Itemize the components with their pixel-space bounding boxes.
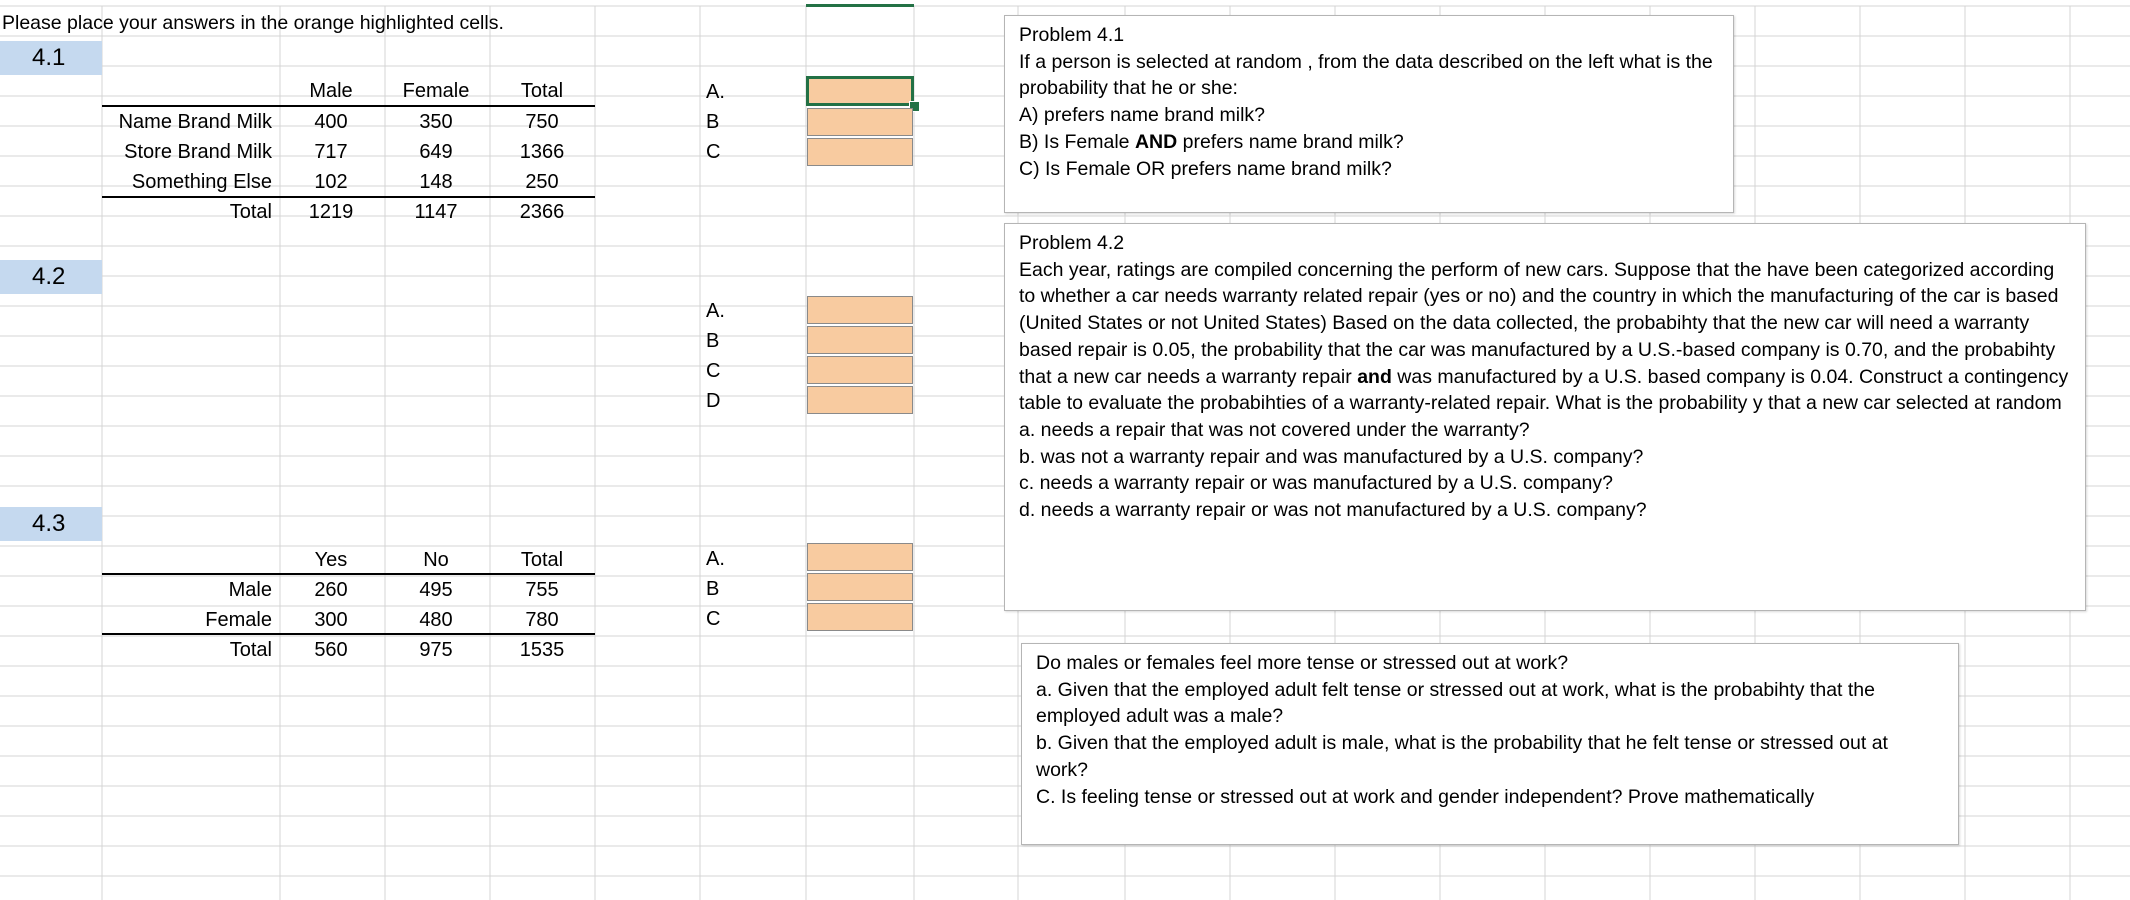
problem-4-3-question-b: b. Given that the employed adult is male, what is the probability that he felt tense or stressed out at work? — [1036, 732, 1888, 781]
cell-value[interactable]: 300 — [314, 609, 348, 631]
cell-value[interactable]: 400 — [314, 111, 348, 133]
problem-4-1-question-a: A) prefers name brand milk? — [1019, 104, 1266, 127]
row-label-male[interactable]: Male — [228, 579, 272, 601]
answer-label-4-1-c: C — [706, 141, 721, 163]
problem-4-2-question-b: b. was not a warranty repair and was manufactured by a U.S. company? — [1019, 445, 1644, 468]
problem-4-2-question-a: a. needs a repair that was not covered under the warranty? — [1019, 418, 1530, 441]
cell-value[interactable]: 350 — [419, 111, 453, 133]
problem-4-2-body-bold: and — [1357, 365, 1392, 388]
problem-4-2-body-start: Each year, ratings are compiled concerning the perform of new cars. Suppose that the have been categorized according to whether a car needs warranty related repair (yes or no) and the country in which the manufacturing of the car is based (United States or not United States) Based on the data collected, the probabihty that the new car will need a warranty based repair is 0.05, the probability that the car was manufactured by a U.S.-based company is 0.70, and the probabihty that a new car needs a warranty repair — [1019, 258, 2059, 388]
selected-column-indicator — [806, 4, 914, 7]
problem-4-2-body — [1019, 257, 2071, 417]
answer-label-4-2-b: B — [706, 330, 720, 352]
problem-4-2-question-d: d. needs a warranty repair or was not manufactured by a U.S. company? — [1019, 499, 1647, 522]
problem-4-2-textbox[interactable] — [1004, 223, 2086, 611]
col-header-yes[interactable]: Yes — [314, 549, 348, 571]
answer-cell-4-1-a[interactable] — [806, 76, 914, 106]
row-label-female[interactable]: Female — [205, 609, 272, 631]
cell-value[interactable]: 260 — [314, 579, 348, 601]
problem-4-3-question-a: a. Given that the employed adult felt tense or stressed out at work, what is the probabihty that the employed adult was a male? — [1036, 678, 1875, 728]
problem-4-2-title: Problem 4.2 — [1019, 232, 1125, 254]
row-label-store-brand[interactable]: Store Brand Milk — [124, 141, 272, 163]
col-header-no[interactable]: No — [423, 549, 449, 571]
answer-cell-4-1-b[interactable] — [807, 108, 913, 136]
section-header-4-2[interactable]: 4.2 — [0, 260, 102, 294]
row-label-name-brand[interactable]: Name Brand Milk — [118, 111, 272, 133]
cell-value[interactable]: 975 — [419, 639, 453, 661]
problem-4-2-question-c: c. needs a warranty repair or was manufactured by a U.S. company? — [1019, 472, 1613, 495]
answer-cell-4-3-b[interactable] — [807, 573, 913, 601]
row-label-total[interactable]: Total — [229, 639, 272, 661]
answer-label-4-2-c: C — [706, 360, 721, 382]
answer-label-4-1-b: B — [706, 111, 720, 133]
answer-cell-4-2-a[interactable] — [807, 296, 913, 324]
col-header-female[interactable]: Female — [402, 80, 470, 102]
cell-value[interactable]: 750 — [525, 111, 559, 133]
cell-value[interactable]: 755 — [525, 579, 559, 601]
cell-value[interactable]: 717 — [314, 141, 348, 163]
instruction-text: Please place your answers in the orange highlighted cells. — [2, 12, 504, 34]
answer-cell-4-1-c[interactable] — [807, 138, 913, 166]
problem-4-1-textbox[interactable] — [1004, 15, 1734, 213]
problem-4-1-question-c: C) Is Female OR prefers name brand milk? — [1019, 157, 1392, 180]
problem-4-1-question-b-start: B) Is Female — [1019, 130, 1135, 153]
cell-value[interactable]: 148 — [419, 171, 453, 193]
answer-label-4-3-b: B — [706, 578, 720, 600]
problem-4-3-textbox[interactable] — [1021, 643, 1959, 845]
problem-4-1-intro: If a person is selected at random , from the data described on the left what is the probability that he or she: — [1019, 50, 1713, 100]
answer-cell-4-3-c[interactable] — [807, 603, 913, 631]
cell-value[interactable]: 495 — [419, 579, 453, 601]
answer-label-4-2-a: A. — [706, 300, 725, 322]
cell-value[interactable]: 1147 — [414, 201, 458, 223]
answer-label-4-2-d: D — [706, 390, 721, 412]
problem-4-3-intro: Do males or females feel more tense or stressed out at work? — [1036, 652, 1569, 674]
cell-value[interactable]: 1219 — [308, 201, 354, 223]
problem-4-1-question-b-bold: AND — [1134, 130, 1178, 153]
problem-4-2-body-end: was manufactured by a U.S. based company is 0.04. Construct a contingency table to evaluate the probabihties of a warranty-related repair. What is the probability y that a new car selected at random — [1019, 365, 2069, 415]
cell-value[interactable]: 780 — [525, 609, 559, 631]
answer-cell-4-2-b[interactable] — [807, 326, 913, 354]
cell-value[interactable]: 2366 — [519, 201, 565, 223]
cell-value[interactable]: 250 — [525, 171, 559, 193]
answer-cell-4-3-a[interactable] — [807, 543, 913, 571]
answer-label-4-3-c: C — [706, 608, 721, 630]
section-header-4-3[interactable]: 4.3 — [0, 507, 102, 541]
section-header-4-1[interactable]: 4.1 — [0, 41, 102, 75]
problem-4-1-title: Problem 4.1 — [1019, 24, 1125, 46]
col-header-male[interactable]: Male — [309, 80, 353, 102]
col-header-total[interactable]: Total — [520, 549, 564, 571]
problem-4-3-question-c: C. Is feeling tense or stressed out at work and gender independent? Prove mathematically — [1036, 785, 1815, 808]
answer-cell-4-2-c[interactable] — [807, 356, 913, 384]
cell-value[interactable]: 1535 — [519, 639, 565, 661]
problem-4-1-question-b-end: prefers name brand milk? — [1177, 130, 1404, 153]
cell-value[interactable]: 560 — [314, 639, 348, 661]
answer-label-4-3-a: A. — [706, 548, 725, 570]
problem-4-1-question-b — [1019, 129, 1719, 156]
row-label-total[interactable]: Total — [229, 201, 272, 223]
answer-label-4-1-a: A. — [706, 81, 725, 103]
cell-value[interactable]: 649 — [419, 141, 453, 163]
cell-value[interactable]: 1366 — [519, 141, 565, 163]
answer-cell-4-2-d[interactable] — [807, 386, 913, 414]
cell-value[interactable]: 480 — [419, 609, 453, 631]
col-header-total[interactable]: Total — [520, 80, 564, 102]
row-label-something-else[interactable]: Something Else — [131, 171, 272, 193]
cell-value[interactable]: 102 — [314, 171, 348, 193]
